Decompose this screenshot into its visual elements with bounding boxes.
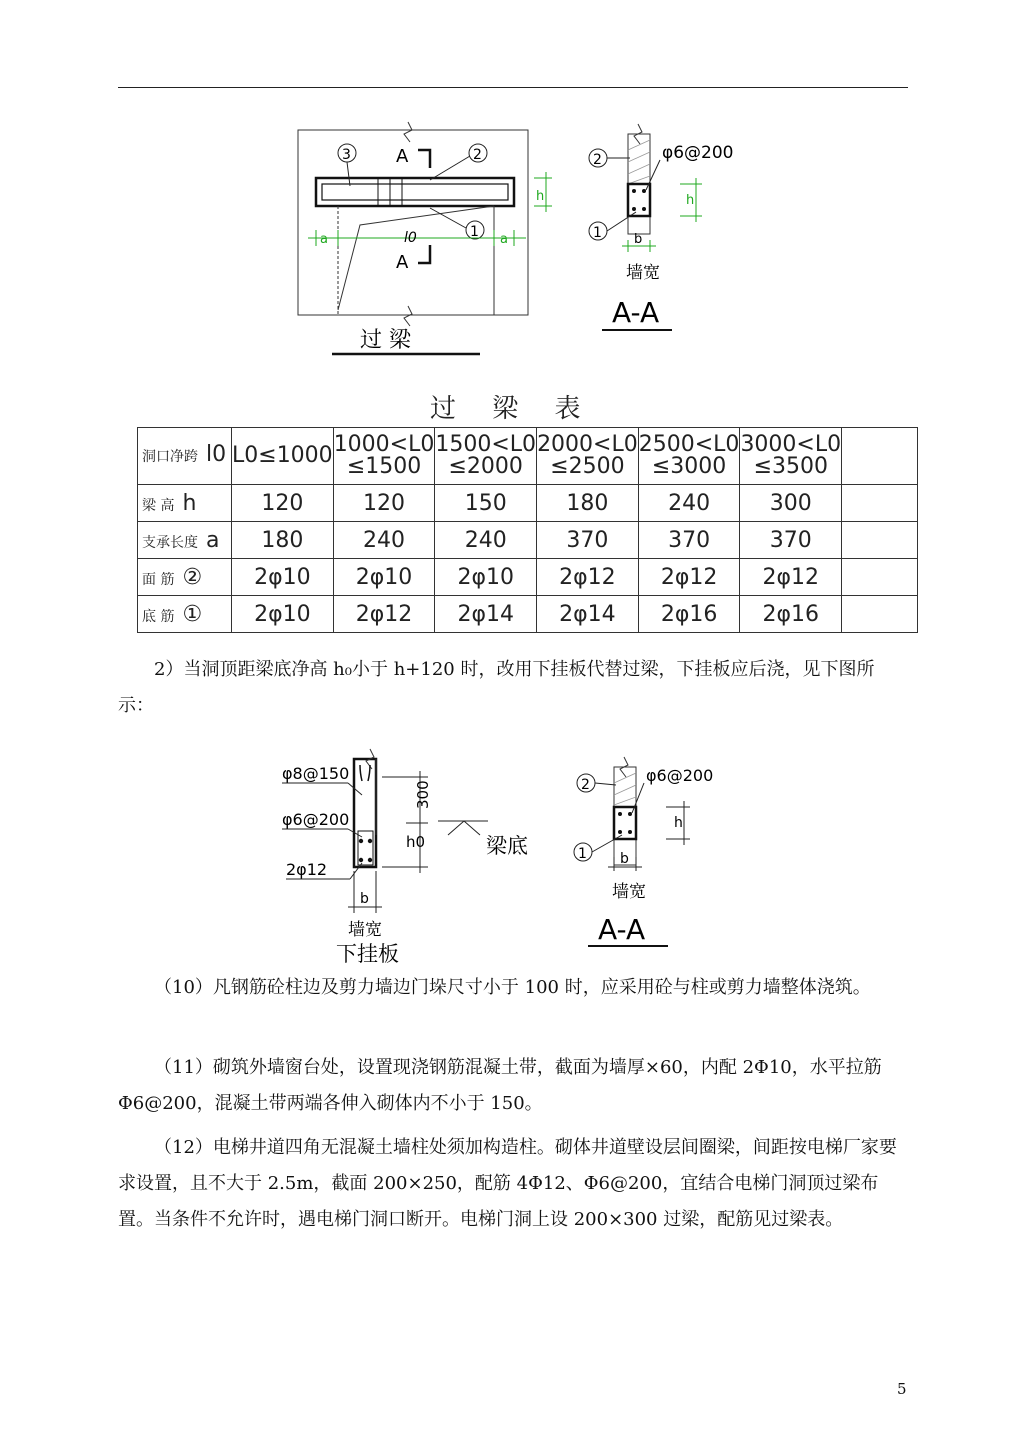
table-title: 过 梁 表	[430, 394, 595, 424]
paragraph-10: （10）凡钢筋砼柱边及剪力墙边门垛尺寸小于 100 时，应采用砼与柱或剪力墙整体浇筑。	[154, 977, 871, 998]
header-cell: 1000<L0 ≤1500	[333, 428, 435, 485]
lintel-caption: 过 梁	[360, 328, 411, 353]
rebar-label-1: φ8@150	[282, 764, 350, 783]
section2-wall-width: 墙宽	[612, 882, 646, 902]
svg-text:1: 1	[578, 846, 587, 862]
lintel-figure	[290, 120, 740, 360]
paragraph-12: （12）电梯井道四角无混凝土墙柱处须加构造柱。砌体井道壁设层间圈梁，间距按电梯厂家要求设置，且不大于 2.5m，截面 200×250，配筋 4Φ12、Φ6@200，宜结合电梯门洞顶过梁布置。当条件不允许时，遇电梯门洞口断开。电梯门洞上设 200×300 过梁，配筋见过梁表。	[118, 1137, 897, 1230]
dim-a-left: a	[320, 232, 328, 247]
lintel-beam	[316, 178, 514, 206]
header-cell: 1500<L0 ≤2000	[435, 428, 537, 485]
dim-h0: h0	[406, 833, 426, 851]
page-number: 5	[897, 1380, 907, 1398]
svg-text:1: 1	[593, 225, 602, 241]
span-l0: l0	[404, 230, 417, 246]
svg-text:2: 2	[581, 777, 590, 793]
paragraph-11: （11）砌筑外墙窗台处，设置现浇钢筋混凝土带，截面为墙厚×60，内配 2Φ10，水平拉筋Φ6@200，混凝土带两端各伸入砌体内不小于 150。	[118, 1057, 882, 1114]
section-wall-width: 墙宽	[626, 263, 660, 283]
dim-a-right: a	[500, 232, 508, 247]
table-row: 面 筋 ② 2φ10 2φ10 2φ10 2φ12 2φ12 2φ12	[138, 559, 918, 596]
hanging-slab-figure	[278, 745, 728, 970]
beam-bottom-label: 梁底	[486, 834, 528, 858]
header-cell: L0≤1000	[232, 428, 334, 485]
section-dim-b: b	[634, 232, 643, 247]
section-stirrup-label: φ6@200	[662, 143, 734, 163]
slab-wall-width: 墙宽	[348, 920, 382, 940]
svg-text:1: 1	[470, 224, 479, 240]
section2-caption: A-A	[598, 913, 646, 946]
paragraph-2: 2）当洞顶距梁底净高 h₀小于 h+120 时，改用下挂板代替过梁，下挂板应后浇，见下图所示：	[118, 659, 875, 716]
section2-dim-b: b	[620, 851, 629, 867]
table-row: 支承长度 a 180 240 240 370 370 370	[138, 522, 918, 559]
rebar-label-2: φ6@200	[282, 810, 350, 829]
svg-text:3: 3	[342, 147, 351, 163]
section-mark-a-top: A	[396, 146, 409, 167]
dim-h: h	[536, 189, 545, 204]
rebar-label-3: 2φ12	[286, 860, 328, 879]
svg-text:2: 2	[593, 152, 602, 168]
header-rule	[118, 87, 908, 88]
table-row: 梁 高 h 120 120 150 180 240 300	[138, 485, 918, 522]
dim-300: 300	[414, 780, 432, 809]
section-caption: A-A	[612, 296, 660, 329]
section-dim-h: h	[686, 193, 695, 208]
table-header-row: 洞口净跨 l0 L0≤1000 1000<L0 ≤1500 1500<L0 ≤2000 2000<L0 ≤2500 2500<L0 ≤3000 3000<L0 ≤3500	[138, 428, 918, 485]
break-mark-bottom	[404, 306, 412, 326]
section2-stirrup: φ6@200	[646, 766, 714, 785]
section-mark-a-bottom: A	[396, 252, 409, 273]
lintel-table	[137, 427, 918, 633]
header-cell: 2500<L0 ≤3000	[638, 428, 740, 485]
section2-dim-h: h	[674, 815, 683, 831]
header-cell: 3000<L0 ≤3500	[740, 428, 842, 485]
break-mark-top	[404, 122, 412, 142]
slab-dim-b: b	[360, 891, 369, 907]
svg-text:2: 2	[473, 147, 482, 163]
hanging-slab-caption: 下挂板	[336, 942, 399, 966]
header-cell: 2000<L0 ≤2500	[537, 428, 639, 485]
table-row: 底 筋 ① 2φ10 2φ12 2φ14 2φ14 2φ16 2φ16	[138, 596, 918, 633]
